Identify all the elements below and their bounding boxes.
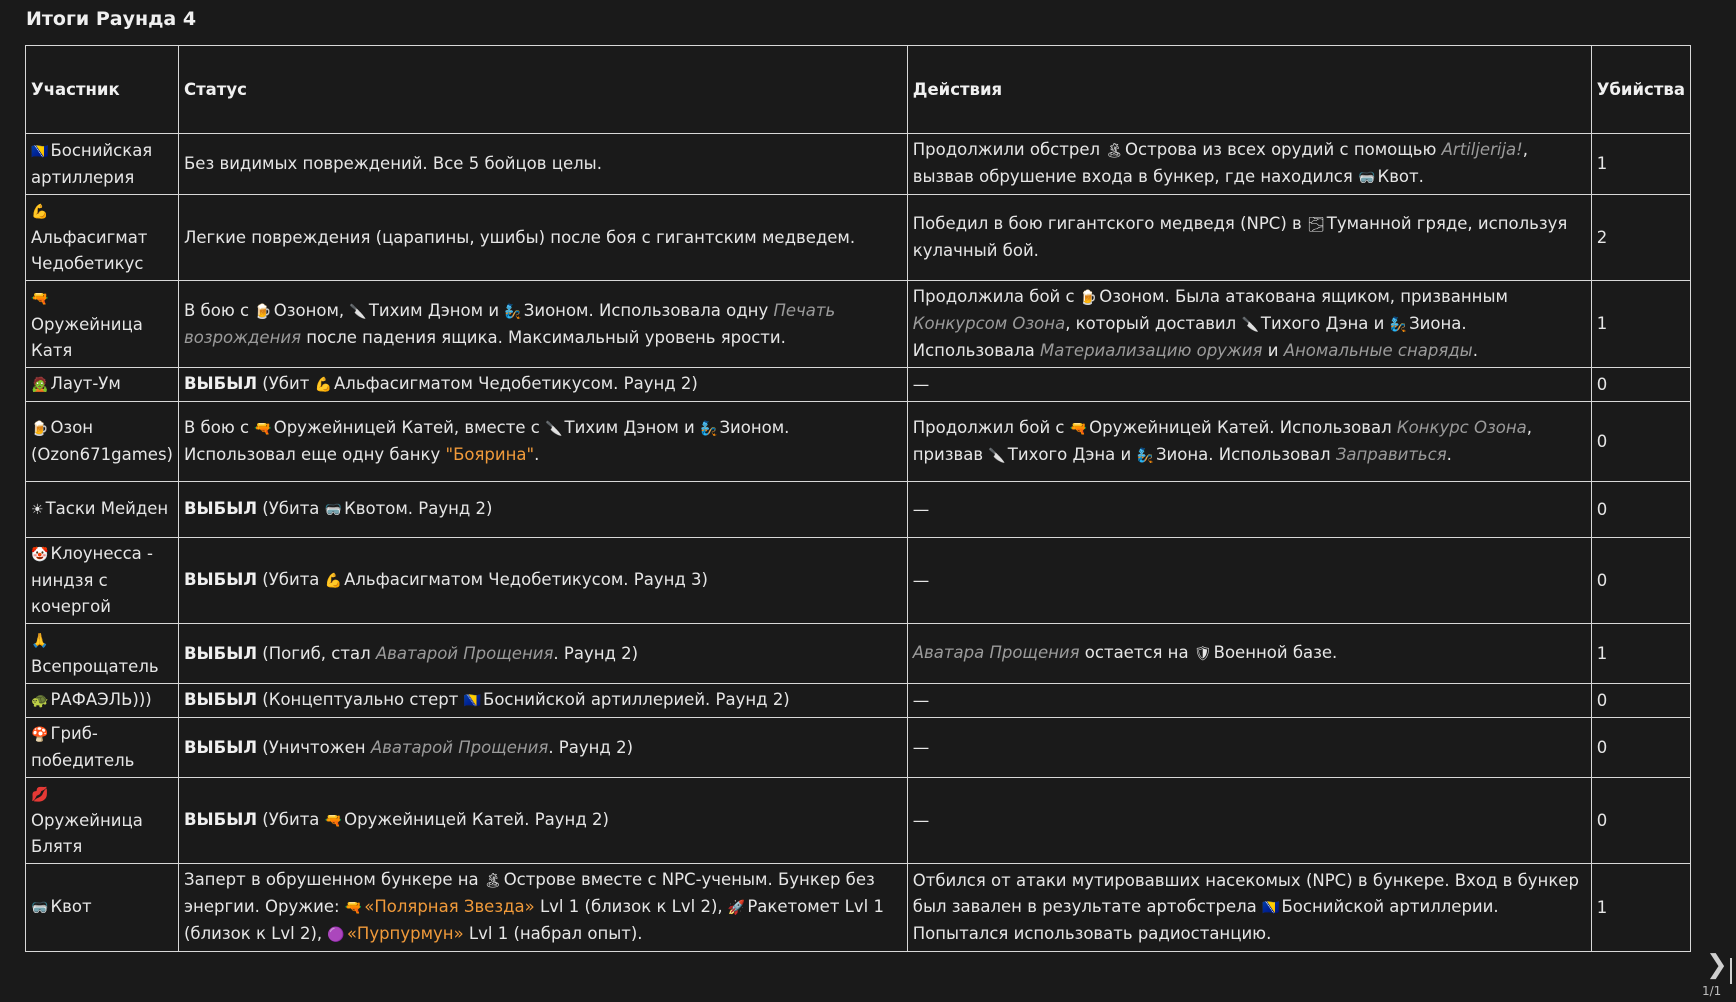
island-icon: 🏝 <box>483 873 502 889</box>
table-row <box>26 402 1691 482</box>
text-segment: Зионом. Использовал еще одну банку <box>183 418 790 464</box>
text-segment: Продолжила бой с <box>912 287 1080 306</box>
kills-cell: 0 <box>1591 482 1690 538</box>
mushroom-icon: 🍄 <box>31 727 49 743</box>
genie-icon: 🧞 <box>504 303 522 320</box>
table-row <box>26 281 1691 368</box>
kills-cell: 1 <box>1591 281 1690 368</box>
text-segment: Квот. <box>1377 167 1424 186</box>
beer-icon: 🍺 <box>1079 290 1098 306</box>
text-segment: Тихого Дэна и <box>1007 444 1137 464</box>
results-table <box>25 45 1691 952</box>
weapon-name: «Полярная Звезда» <box>364 897 535 916</box>
status-cell: Легкие повреждения (царапины, ушибы) после боя с гигантским медведем. <box>178 195 907 281</box>
text-segment: Lvl 1 (набрал опыт). <box>463 924 643 943</box>
next-page-arrow-icon[interactable]: ❯ <box>1706 950 1728 980</box>
beer-icon: 🍺 <box>31 421 49 437</box>
bosnia-flag-icon: 🇧🇦 <box>1262 900 1280 916</box>
text-segment: (Убита <box>262 499 325 518</box>
sun-icon: ☀ <box>31 502 44 518</box>
eliminated-label: ВЫБЫЛ <box>183 643 258 663</box>
actions-cell <box>907 864 1591 952</box>
text-segment: Альфасигматом Чедобетикусом. Раунд 3) <box>344 570 708 589</box>
text-segment: Оружейницей Катей, вместе с <box>273 418 546 437</box>
status-cell <box>178 864 907 952</box>
table-row <box>26 368 1691 402</box>
actions-cell <box>907 281 1591 368</box>
flexed-biceps-icon: 💪 <box>324 573 343 589</box>
participant-cell <box>26 368 179 402</box>
participant-name: Оружейница Катя <box>31 314 143 360</box>
eliminated-label: ВЫБЫЛ <box>183 737 258 757</box>
text-segment: , который доставил <box>1065 314 1242 333</box>
table-row <box>26 624 1691 684</box>
page-counter: 1/1 <box>1702 984 1722 998</box>
actions-cell: — <box>907 482 1591 538</box>
status-cell <box>178 718 907 778</box>
participant-cell <box>26 281 179 368</box>
actions-cell: — <box>907 538 1591 624</box>
status-cell <box>178 684 907 718</box>
header-participant: Участник <box>26 46 179 134</box>
eliminated-label: ВЫБЫЛ <box>183 374 258 393</box>
clown-icon: 🤡 <box>31 547 49 563</box>
text-segment: (Концептуально стерт <box>262 690 464 709</box>
text-segment: Оружейницей Катей. Раунд 2) <box>344 810 609 829</box>
participant-name: Всепрощатель <box>31 657 159 676</box>
text-segment: , вызвав обрушение входа в бункер, где находился <box>912 140 1529 186</box>
kills-cell: 0 <box>1591 402 1690 482</box>
participant-name: Клоунесса - ниндзя с кочергой <box>31 544 153 616</box>
page-title: Итоги Раунда 4 <box>26 8 197 30</box>
text-segment: Альфасигматом Чедобетикусом. Раунд 2) <box>333 374 698 393</box>
genie-icon: 🧞 <box>1389 317 1408 333</box>
text-segment: после падения ящика. Максимальный уровень ярости. <box>301 327 786 347</box>
text-segment: (Убита <box>262 570 325 589</box>
item-name: "Боярина" <box>445 445 535 464</box>
participant-name: Озон (Ozon671games) <box>31 418 173 464</box>
kills-cell: 0 <box>1591 718 1690 778</box>
goggles-icon: 🥽 <box>1358 170 1376 186</box>
rocket-icon: 🚀 <box>727 900 746 916</box>
table-row <box>26 684 1691 718</box>
knife-icon: 🔪 <box>545 421 563 437</box>
ability-name: Заправиться <box>1335 444 1447 464</box>
text-segment: Зиона. Использовал <box>1155 444 1336 464</box>
goggles-icon: 🥽 <box>31 900 49 916</box>
header-kills: Убийства <box>1591 46 1690 134</box>
ability-name: Конкурс Озона <box>1396 417 1527 437</box>
participant-cell <box>26 134 179 195</box>
text-segment: Lvl 1 (близок к Lvl 2), <box>534 897 728 916</box>
participant-cell <box>26 624 179 684</box>
actions-cell: — <box>907 368 1591 402</box>
text-segment: Военной базе. <box>1213 643 1338 662</box>
entity-name: Аватарой Прощения <box>370 737 549 757</box>
genie-icon: 🧞 <box>700 421 718 437</box>
kills-cell: 0 <box>1591 538 1690 624</box>
entity-name: Аватарой Прощения <box>375 643 554 663</box>
kills-cell: 1 <box>1591 864 1690 952</box>
knife-icon: 🔪 <box>349 303 367 320</box>
table-row <box>26 538 1691 624</box>
header-row <box>26 46 1691 134</box>
text-segment: Продолжили обстрел <box>912 140 1106 159</box>
flexed-biceps-icon: 💪 <box>31 204 49 220</box>
status-cell <box>178 402 907 482</box>
status-cell <box>178 778 907 864</box>
text-segment: Зионом. Использовала одну <box>523 300 774 320</box>
participant-name: Квот <box>50 897 92 916</box>
participant-cell <box>26 684 179 718</box>
participant-cell <box>26 718 179 778</box>
text-segment: . Раунд 2) <box>548 737 634 757</box>
text-segment: Отбился от атаки мутировавших насекомых (NPC) в бункере. Вход в бункер был завален в результате артобстрела <box>912 871 1579 916</box>
actions-cell <box>907 134 1591 195</box>
header-status: Статус <box>178 46 907 134</box>
knife-icon: 🔪 <box>1241 317 1259 333</box>
eliminated-label: ВЫБЫЛ <box>183 690 258 709</box>
water-gun-icon: 🔫 <box>324 813 343 829</box>
participant-cell <box>26 864 179 952</box>
kills-cell: 2 <box>1591 195 1690 281</box>
water-gun-icon: 🔫 <box>1069 420 1088 437</box>
participant-name: Альфасигмат Чедобетикус <box>31 228 148 273</box>
eliminated-label: ВЫБЫЛ <box>183 499 258 518</box>
flexed-biceps-icon: 💪 <box>314 377 332 393</box>
status-cell: Без видимых повреждений. Все 5 бойцов целы. <box>178 134 907 195</box>
status-cell <box>178 538 907 624</box>
text-segment: остается на <box>1079 643 1194 662</box>
actions-cell: — <box>907 684 1591 718</box>
water-gun-icon: 🔫 <box>31 290 49 307</box>
text-segment: и <box>1262 341 1284 360</box>
text-segment: В бою с <box>183 418 255 437</box>
text-segment: Ракетомет Lvl 1 (близок к Lvl 2), <box>183 897 884 943</box>
text-segment: , призвав <box>912 417 1532 464</box>
status-cell <box>178 482 907 538</box>
text-segment: Заперт в обрушенном бункере на <box>183 870 484 889</box>
participant-cell <box>26 482 179 538</box>
table-row <box>26 718 1691 778</box>
eliminated-label: ВЫБЫЛ <box>183 810 258 829</box>
table-row <box>26 864 1691 952</box>
text-segment: Победил в бою гигантского медведя (NPC) в <box>912 214 1307 233</box>
text-segment: . <box>1446 444 1452 464</box>
ability-name: Аномальные снаряды <box>1283 341 1473 360</box>
eliminated-label: ВЫБЫЛ <box>183 570 258 589</box>
actions-cell <box>907 624 1591 684</box>
ability-name: Материализацию оружия <box>1039 341 1263 360</box>
text-segment: . <box>534 445 540 464</box>
water-gun-icon: 🔫 <box>254 421 272 437</box>
text-segment: Тихого Дэна и <box>1260 314 1390 333</box>
kills-cell: 0 <box>1591 684 1690 718</box>
text-segment: Озоном, <box>273 300 350 320</box>
text-segment: . <box>1472 341 1478 360</box>
table-row <box>26 778 1691 864</box>
actions-cell: — <box>907 718 1591 778</box>
participant-name: Боснийская артиллерия <box>31 140 153 187</box>
genie-icon: 🧞 <box>1136 447 1154 464</box>
table-row <box>26 195 1691 281</box>
status-cell <box>178 624 907 684</box>
ability-name: Конкурсом Озона <box>912 314 1066 333</box>
zombie-icon: 🧟 <box>31 377 49 393</box>
text-segment: Туманной гряде, используя кулачный бой. <box>912 214 1568 260</box>
kills-cell: 1 <box>1591 134 1690 195</box>
table-row <box>26 134 1691 195</box>
header-actions: Действия <box>907 46 1591 134</box>
kills-cell: 0 <box>1591 778 1690 864</box>
status-cell <box>178 281 907 368</box>
bosnia-flag-icon: 🇧🇦 <box>463 693 481 709</box>
text-segment: Острове вместе с NPC-ученым. Бункер без энергии. Оружие: <box>183 870 875 916</box>
text-segment: Тихим Дэном и <box>368 300 505 320</box>
text-segment: Зиона. Использовала <box>912 314 1467 360</box>
text-segment: (Убит <box>262 374 315 393</box>
text-segment: Тихим Дэном и <box>564 418 700 437</box>
shield-icon: 🛡 <box>1193 646 1212 662</box>
participant-cell <box>26 195 179 281</box>
kills-cell: 1 <box>1591 624 1690 684</box>
text-segment: Оружейницей Катей. Использовал <box>1089 417 1397 437</box>
table-row <box>26 482 1691 538</box>
entity-name: Аватара Прощения <box>912 643 1080 662</box>
text-segment: Продолжил бой с <box>912 417 1070 437</box>
text-segment: Квотом. Раунд 2) <box>344 499 493 518</box>
knife-icon: 🔪 <box>988 447 1006 464</box>
text-segment: Озоном. Была атакована ящиком, призванным <box>1099 287 1508 306</box>
item-name: Печать возрождения <box>183 300 836 347</box>
island-icon: 🏝 <box>1105 143 1124 159</box>
text-segment: . Раунд 2) <box>553 643 639 663</box>
lips-icon: 💋 <box>31 787 49 803</box>
text-segment: Боснийской артиллерией. Раунд 2) <box>483 690 790 709</box>
participant-name: РАФАЭЛЬ))) <box>50 690 152 709</box>
praying-hands-icon: 🙏 <box>31 633 49 649</box>
participant-cell <box>26 778 179 864</box>
scroll-indicator <box>1730 958 1732 984</box>
text-segment: (Убита <box>262 810 325 829</box>
beer-icon: 🍺 <box>254 303 272 320</box>
actions-cell <box>907 195 1591 281</box>
participant-name: Оружейница Блятя <box>31 811 143 856</box>
actions-cell <box>907 402 1591 482</box>
text-segment: Острова из всех орудий с помощью <box>1125 140 1442 159</box>
participant-name: Лаут-Ум <box>50 374 121 393</box>
actions-cell: — <box>907 778 1591 864</box>
purple-circle-icon: 🟣 <box>327 927 345 943</box>
ability-name: Artiljerija! <box>1441 140 1523 159</box>
kills-cell: 0 <box>1591 368 1690 402</box>
text-segment: (Погиб, стал <box>262 643 376 663</box>
goggles-icon: 🥽 <box>324 502 343 518</box>
water-gun-icon: 🔫 <box>344 900 363 916</box>
status-cell <box>178 368 907 402</box>
participant-name: Гриб-победитель <box>31 724 135 770</box>
turtle-icon: 🐢 <box>31 693 49 709</box>
participant-name: Таски Мейден <box>45 499 169 518</box>
participant-cell <box>26 538 179 624</box>
weapon-name: «Пурпурмун» <box>346 924 464 943</box>
text-segment: (Уничтожен <box>262 737 371 757</box>
fog-icon: 🌫 <box>1306 217 1325 233</box>
participant-cell <box>26 402 179 482</box>
text-segment: В бою с <box>183 300 255 320</box>
bosnia-flag-icon: 🇧🇦 <box>31 143 49 160</box>
text-segment: Боснийской артиллерии. Попытался использовать радиостанцию. <box>912 897 1499 943</box>
